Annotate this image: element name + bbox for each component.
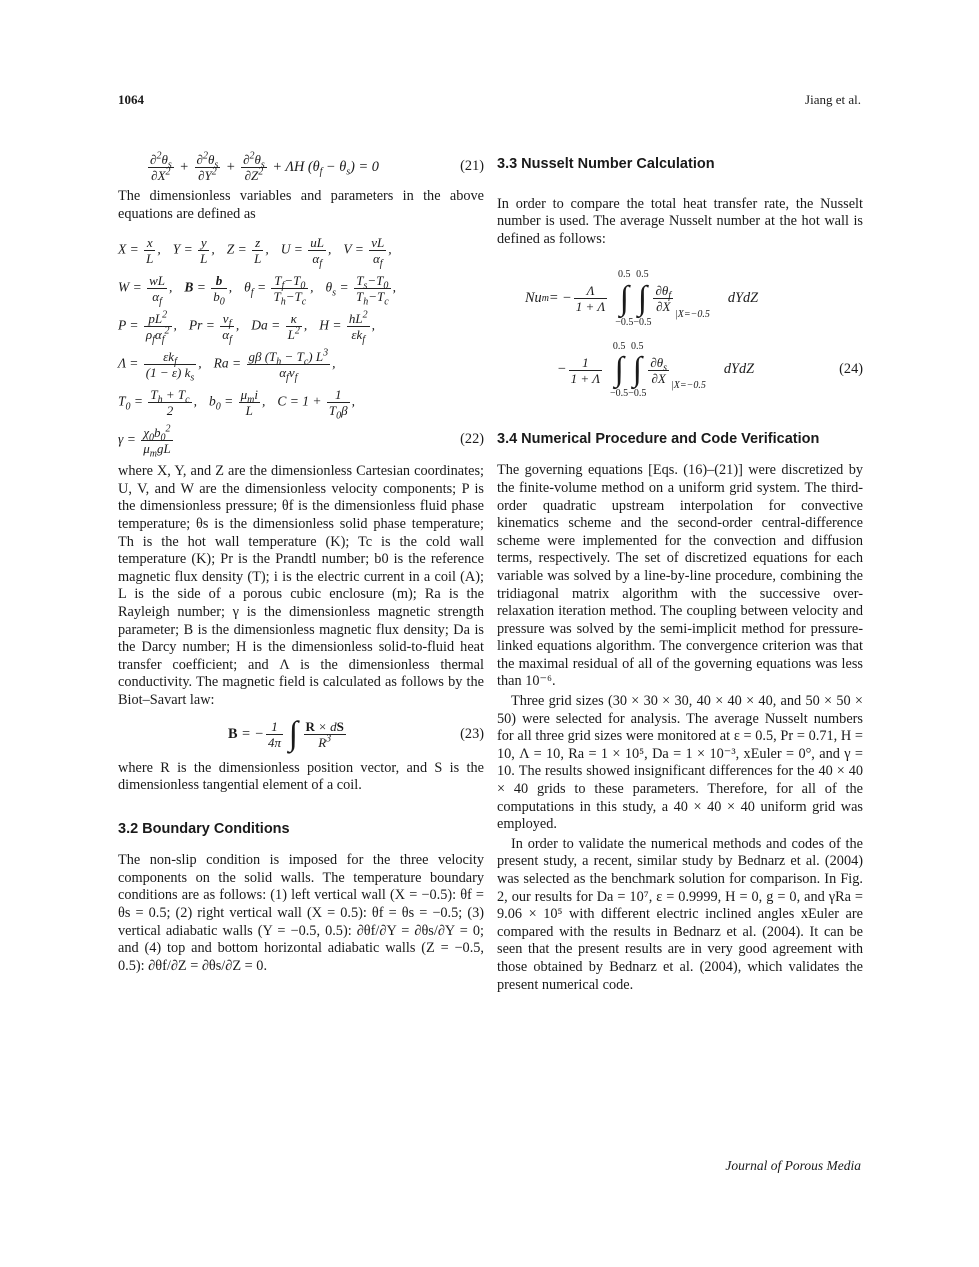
paragraph-position-vector: where R is the dimensionless position vector, and S is the dimensionless tangential element of a coil. [118, 759, 484, 794]
paragraph-boundary-conditions: The non-slip condition is imposed for the three velocity components on the solid walls. The temperature boundary conditions are as follows: (1) left vertical wall (X = −0.5): θf = θs = 0.5; (2) right vertical wall (X = 0.5): θf = θs = −0.5; (3) vertical adiabatic walls (Y = −0.5, 0.5): ∂θf/∂Y = ∂θs/∂Y = 0; and (4) top and bottom horizontal adiabatic walls (Z = −0.5, 0.5): ∂θf/∂Z = ∂θs/∂Z = 0. [118, 852, 484, 974]
equation-21: $\frac{\partial^2\theta_s}{\partial X^2}$ + $\frac{\partial^2\theta_s}{\partial Y^2}$ + $\frac{\partial^2\theta_s}{\partial Z^2}$ + ΛH $(\theta_f - \theta_s) = 0$ (21) [150, 150, 484, 183]
equation-21-number: (21) [460, 158, 484, 175]
paragraph-variable-definitions: where X, Y, and Z are the dimensionless Cartesian coordinates; U, V, and W are the dimensionless velocity components; P is the dimensionless pressure; θf is the dimensionless fluid phase temperature; θs is the dimensionless solid phase temperature; Th is the hot wall temperature (K); Tc is the cold wall temperature (K); Pr is the Prandtl number; b0 is the reference magnetic flux density (T); i is the electric current in a coil (A); L is the side of a porous cubic enclosure (m); Ra is the Rayleigh number; γ is the dimensionless magnetic strength parameter; B is the dimensionless magnetic flux density; Da is the Darcy number; H is the dimensionless solid-to-fluid heat transfer coefficient; and Λ is the dimensionless thermal conductivity. The magnetic field is calculated as follows by the Biot–Savart law: [118, 463, 484, 708]
section-heading-nusselt: 3.3 Nusselt Number Calculation [497, 156, 715, 172]
section-heading-numerical-procedure: 3.4 Numerical Procedure and Code Verification [497, 430, 820, 447]
page-number: 1064 [118, 92, 144, 107]
paragraph-validation: In order to validate the numerical methods and codes of the present study, a recent, similar study by Bednarz et al. (2004) was selected as the benchmark solution for comparison. In Fig. 2, our results for Da = 10⁷, ε = 0.9999, H = 0, g = 0, and γRa = 9.06 × 10⁵ with different electric inclined angles xEuler are compared with the results in Bednarz et al. (2004). It can be seen that the present results are in very good agreement with those obtained by Bednarz et al. (2004), which validates the present numerical code. [497, 835, 863, 993]
equation-24-number: (24) [839, 361, 863, 378]
paragraph-grid-study: Three grid sizes (30 × 30 × 30, 40 × 40 × 40, and 50 × 50 × 50) were selected for analysis. The average Nusselt numbers for all three grid sizes were monitored at ε = 0.5, Pr = 0.71, H = 10, Λ = 10, Ra = 1 × 10⁵, Da = 1 × 10⁻³, xEuler = 0°, and γ = 10. The results showed insignificant differences for the 40 × 40 × 40 grids to these parameters. Therefore, for all of the computations in this study, a 40 × 40 × 40 uniform grid was employed. [497, 693, 863, 833]
equation-23-number: (23) [460, 725, 484, 742]
right-column [497, 150, 863, 994]
equation-22: X = $\frac{x}{L}$ , Y = $\frac{y}{L}$ , Z = $\frac{z}{L}$ , U = $\frac{uL}{\alpha_f}$ , V = $\frac{vL}{\alpha_f}$ , W = $\frac{wL}{\alpha_f}$ , B = $\frac{b}{b_0}$ , $\theta_f$ = $\frac{T_f-T_0}{T_h-T_c}$ , $\theta_s$ = $\frac{T_s-T_0}{T_h-T_c}$ , P = $\frac{pL^2}{\rho_f\alpha_f^2}$ , Pr = $\frac{\nu_f}{\alpha_f}$ , Da = $\frac{\kappa}{L^2}$ , H = $\frac{hL^2}{\varepsilon k_f}$ , Λ = $\frac{\varepsilon k_f}{(1 - \varepsilon) k_s}$ , Ra = $\frac{g\beta (T_h - T_c) L^3}{\alpha_f\nu_f}$ , $T_0$ = $\frac{T_h + T_c}{2}$ , $b_0$ = $\frac{\mu_mi}{L}$ , C = 1 + $\frac{1}{T_0\beta}$ , γ = $\frac{\chi_0b_0^2}{\mu_mgL}$ (22) [118, 234, 484, 460]
paragraph-intro-defs: The dimensionless variables and parameters in the above equations are defined as [118, 188, 484, 222]
left-column [118, 150, 484, 975]
paragraph-numerical-procedure: The governing equations [Eqs. (16)–(21)] were discretized by the finite-volume method on a uniform grid system. The third-order quadratic upstream interpolation for convective kinematics scheme and the second-order central-difference scheme were implemented for the convection and diffusion terms, respectively. The set of discretized equations for each variable was solved by a line-by-line procedure, combining the tridiagonal matrix algorithm with the successive over-relaxation iteration method. The coupling between velocity and pressure was solved by the semi-implicit method for pressure-linked equations algorithm. The convergence criterion was that the maximal residual of all of the governing equations was less than 10⁻⁶. [497, 462, 863, 690]
paragraph-nusselt-intro: In order to compare the total heat transfer rate, the Nusselt number is used. The average Nusselt number at the hot wall is defined as follows: [497, 195, 863, 247]
journal-footer: Journal of Porous Media [725, 1158, 861, 1173]
equation-23: B = − $\frac{1}{4\pi}$ ∫ $\frac{R \times dS}{R^3}$ (23) [228, 715, 484, 753]
section-heading-boundary-conditions: 3.2 Boundary Conditions [118, 820, 290, 837]
running-head-authors: Jiang et al. [805, 92, 861, 107]
equation-22-number: (22) [460, 431, 484, 448]
equation-24: Nu m = − $\frac{\Lambda}{1 + \Lambda}$ 0.5 ∫ −0.5 0.5 ∫ −0.5 $\frac{\partial\theta_f}{\partial X}$ |X=−0.5 dYdZ − $\frac{1}{1 + \Lambda}$ 0.5 ∫ −0.5 0.5 ∫ −0.5 $\frac{\partial\theta_s}{\partial X}$ |X=−0.5 dYdZ (24) [525, 269, 863, 400]
